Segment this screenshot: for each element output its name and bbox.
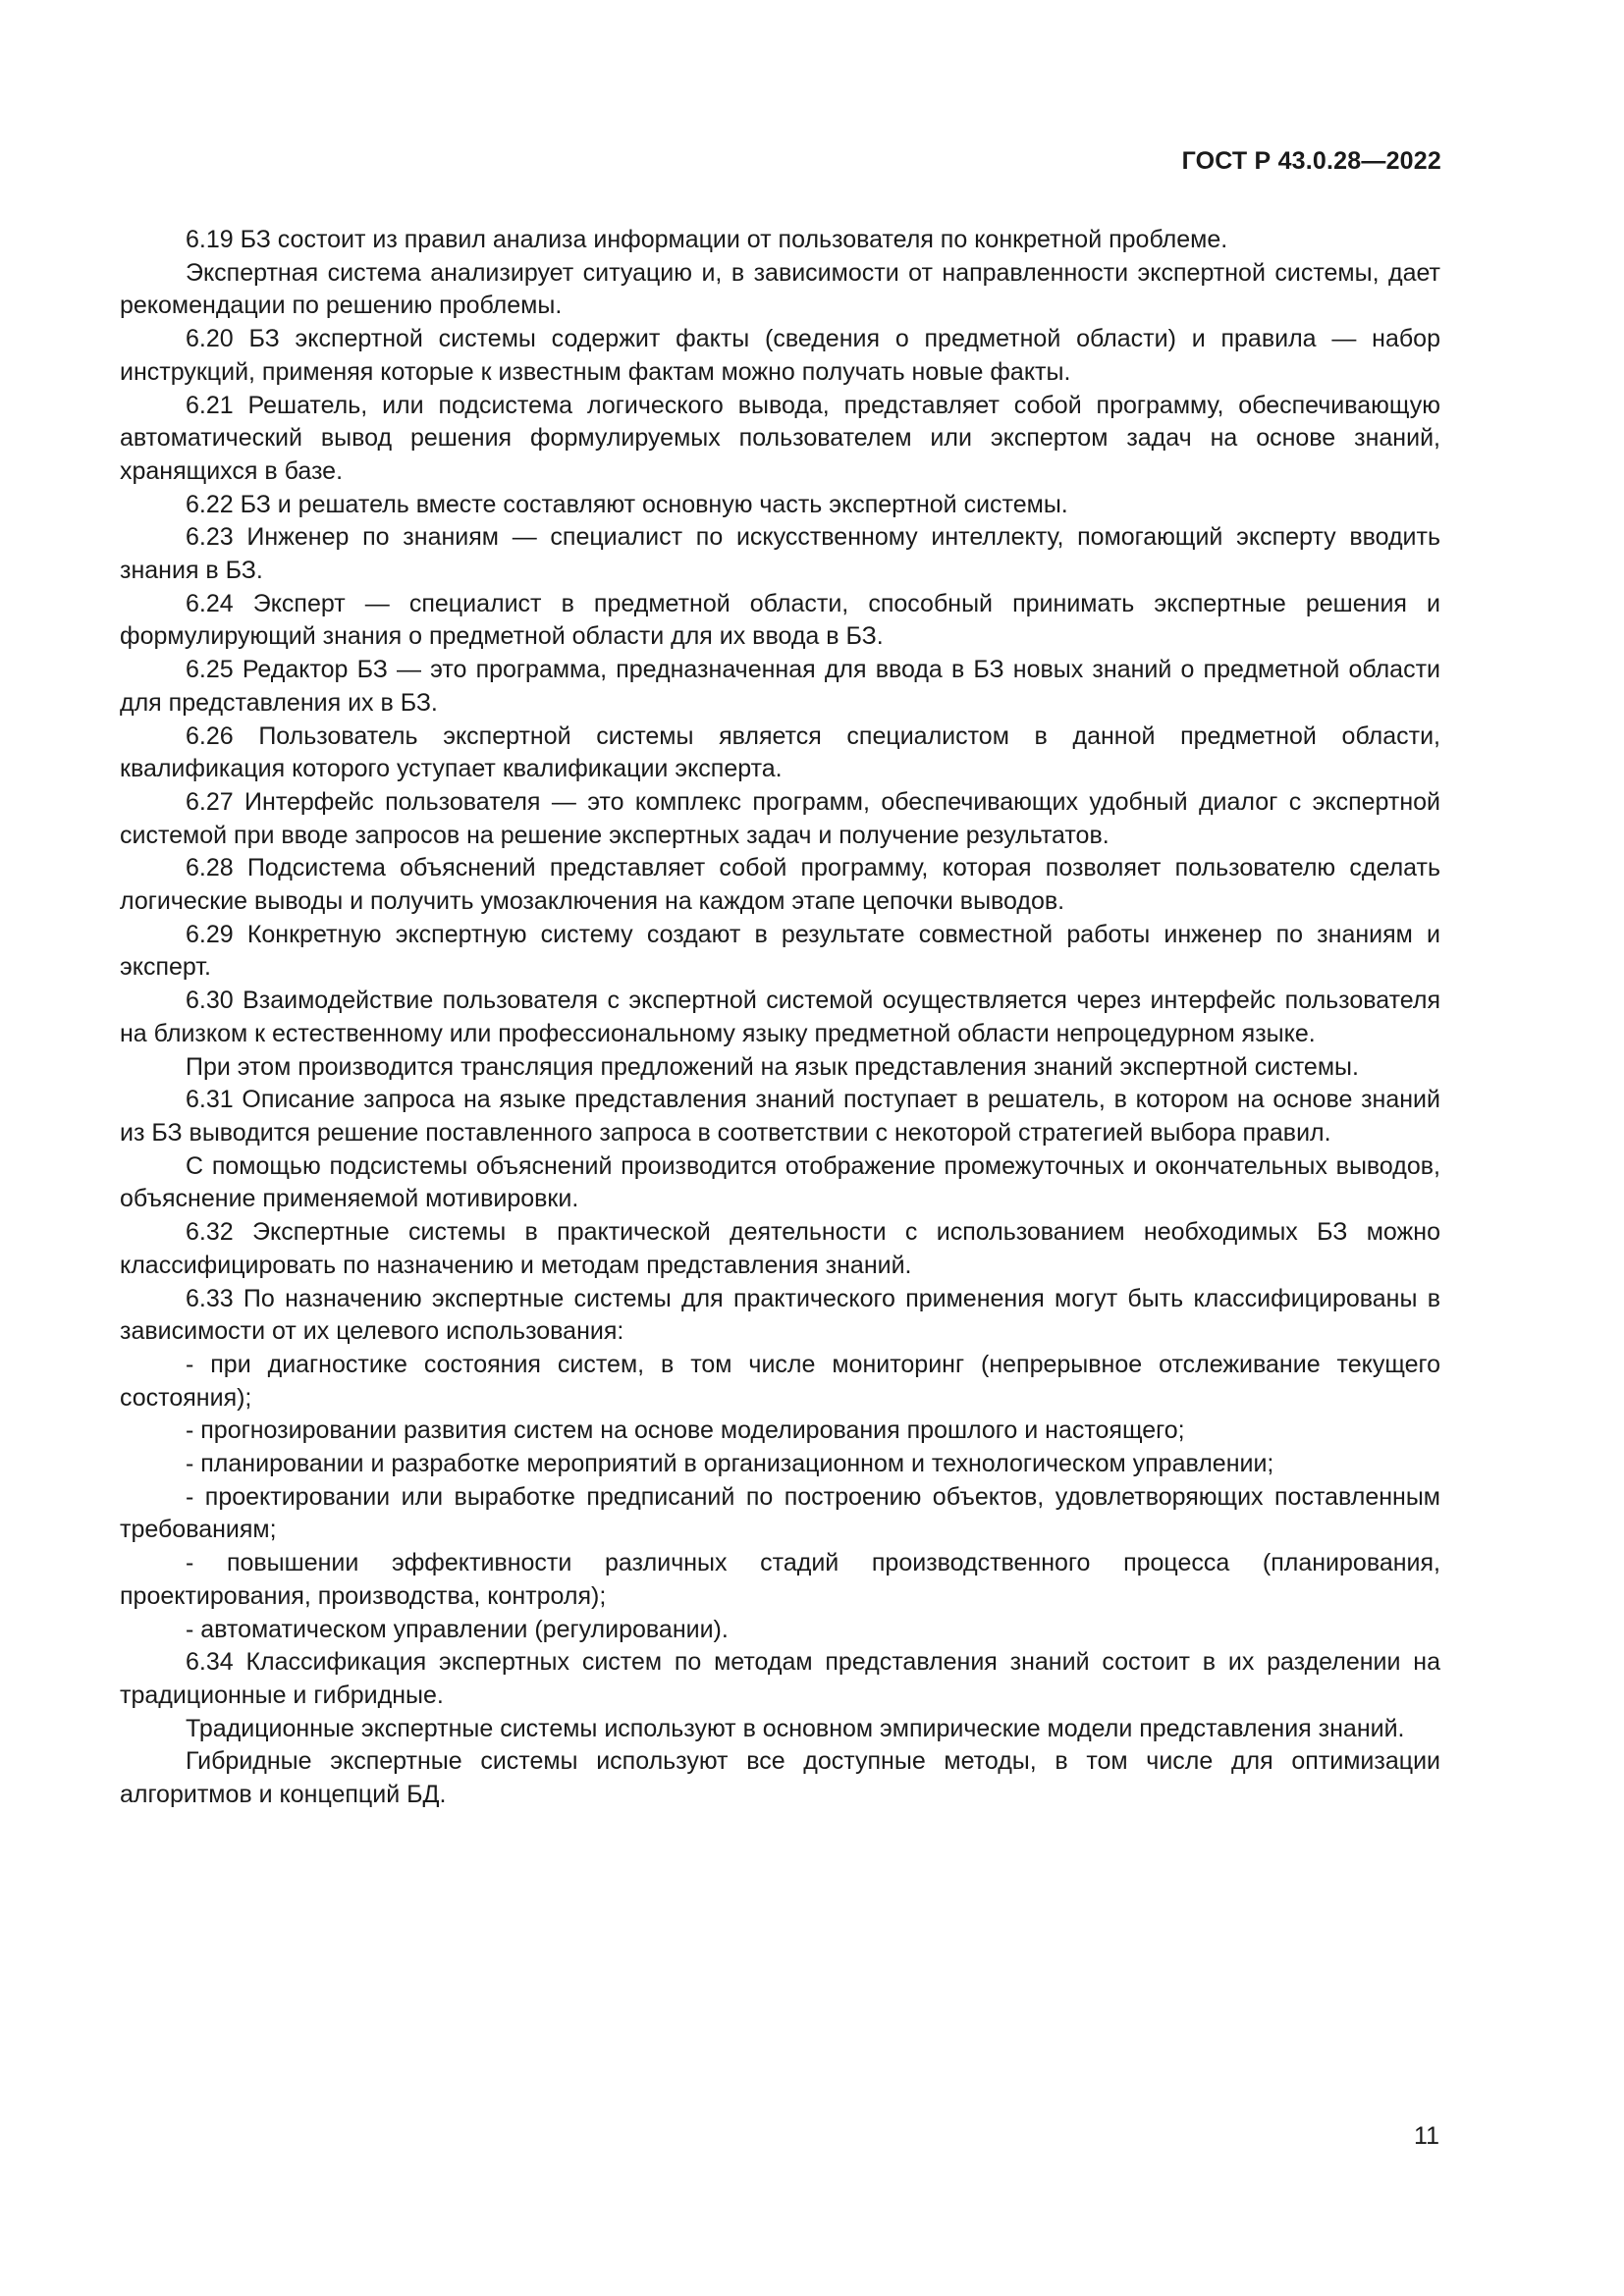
paragraph-6-21: 6.21 Решатель, или подсистема логического вывода, представляет собой программу, обеспечивающую автоматический вывод решения формулируемых пользователем или экспертом задач на основе знаний, хранящихся в базе. <box>120 391 1440 485</box>
list-item: - при диагностике состояния систем, в том числе мониторинг (непрерывное отслеживание текущего состояния); <box>120 1350 1440 1412</box>
paragraph: При этом производится трансляция предложений на язык представления знаний экспертной системы. <box>186 1052 1359 1081</box>
paragraph: Гибридные экспертные системы используют все доступные методы, в том числе для оптимизации алгоритмов и концепций БД. <box>120 1747 1440 1809</box>
page-number: 11 <box>1414 2122 1439 2150</box>
paragraph-6-27: 6.27 Интерфейс пользователя — это комплекс программ, обеспечивающих удобный диалог с экспертной системой при вводе запросов на решение экспертных задач и получение результатов. <box>120 787 1440 849</box>
paragraph-6-28: 6.28 Подсистема объяснений представляет собой программу, которая позволяет пользователю сделать логические выводы и получить умозаключения на каждом этапе цепочки выводов. <box>120 854 1440 916</box>
paragraph-6-20: 6.20 БЗ экспертной системы содержит факты (сведения о предметной области) и правила — набор инструкций, применяя которые к известным фактам можно получать новые факты. <box>120 325 1440 386</box>
list-item: - прогнозировании развития систем на основе моделирования прошлого и настоящего; <box>186 1416 1185 1445</box>
paragraph-6-22: 6.22 БЗ и решатель вместе составляют основную часть экспертной системы. <box>186 490 1068 518</box>
paragraph: Экспертная система анализирует ситуацию и, в зависимости от направленности экспертной системы, дает рекомендации по решению проблемы. <box>120 258 1440 320</box>
paragraph-6-23: 6.23 Инженер по знаниям — специалист по искусственному интеллекту, помогающий эксперту вводить знания в БЗ. <box>120 523 1440 585</box>
list-item: - автоматическом управлении (регулировании). <box>186 1615 729 1643</box>
paragraph-6-26: 6.26 Пользователь экспертной системы является специалистом в данной предметной области, квалификация которого уступает квалификации эксперта. <box>120 721 1440 783</box>
paragraph-6-33: 6.33 По назначению экспертные системы для практического применения могут быть классифицированы в зависимости от их целевого использования: <box>120 1284 1440 1346</box>
paragraph-6-24: 6.24 Эксперт — специалист в предметной области, способный принимать экспертные решения и формулирующий знания о предметной области для их ввода в БЗ. <box>120 589 1440 651</box>
paragraph: С помощью подсистемы объяснений производится отображение промежуточных и окончательных выводов, объяснение применяемой мотивировки. <box>120 1151 1440 1213</box>
paragraph: Традиционные экспертные системы используют в основном эмпирические модели представления знаний. <box>186 1714 1405 1742</box>
list-item: - проектировании или выработке предписаний по построению объектов, удовлетворяющих поставленным требованиям; <box>120 1482 1440 1544</box>
list-item: - планировании и разработке мероприятий в организационном и технологическом управлении; <box>186 1450 1274 1478</box>
paragraph-6-19: 6.19 БЗ состоит из правил анализа информации от пользователя по конкретной проблеме. <box>186 226 1228 253</box>
list-item: - повышении эффективности различных стадий производственного процесса (планирования, проектирования, производства, контроля); <box>120 1549 1440 1610</box>
paragraph-6-29: 6.29 Конкретную экспертную систему создают в результате совместной работы инженер по знаниям и эксперт. <box>120 920 1440 982</box>
document-body <box>120 224 1440 1812</box>
paragraph-6-25: 6.25 Редактор БЗ — это программа, предназначенная для ввода в БЗ новых знаний о предметной области для представления их в БЗ. <box>120 656 1440 717</box>
paragraph-6-32: 6.32 Экспертные системы в практической деятельности с использованием необходимых БЗ можно классифицировать по назначению и методам представления знаний. <box>120 1218 1440 1279</box>
paragraph-6-34: 6.34 Классификация экспертных систем по методам представления знаний состоит в их разделении на традиционные и гибридные. <box>120 1648 1440 1709</box>
paragraph-6-30: 6.30 Взаимодействие пользователя с экспертной системой осуществляется через интерфейс пользователя на близком к естественному или профессиональному языку предметной области непроцедурном языке. <box>120 987 1440 1047</box>
paragraph-6-31: 6.31 Описание запроса на языке представления знаний поступает в решатель, в котором на основе знаний из БЗ выводится решение поставленного запроса в соответствии с некоторой стратегией выбора правил. <box>120 1086 1440 1147</box>
document-header-standard-number: ГОСТ Р 43.0.28—2022 <box>1181 147 1441 175</box>
